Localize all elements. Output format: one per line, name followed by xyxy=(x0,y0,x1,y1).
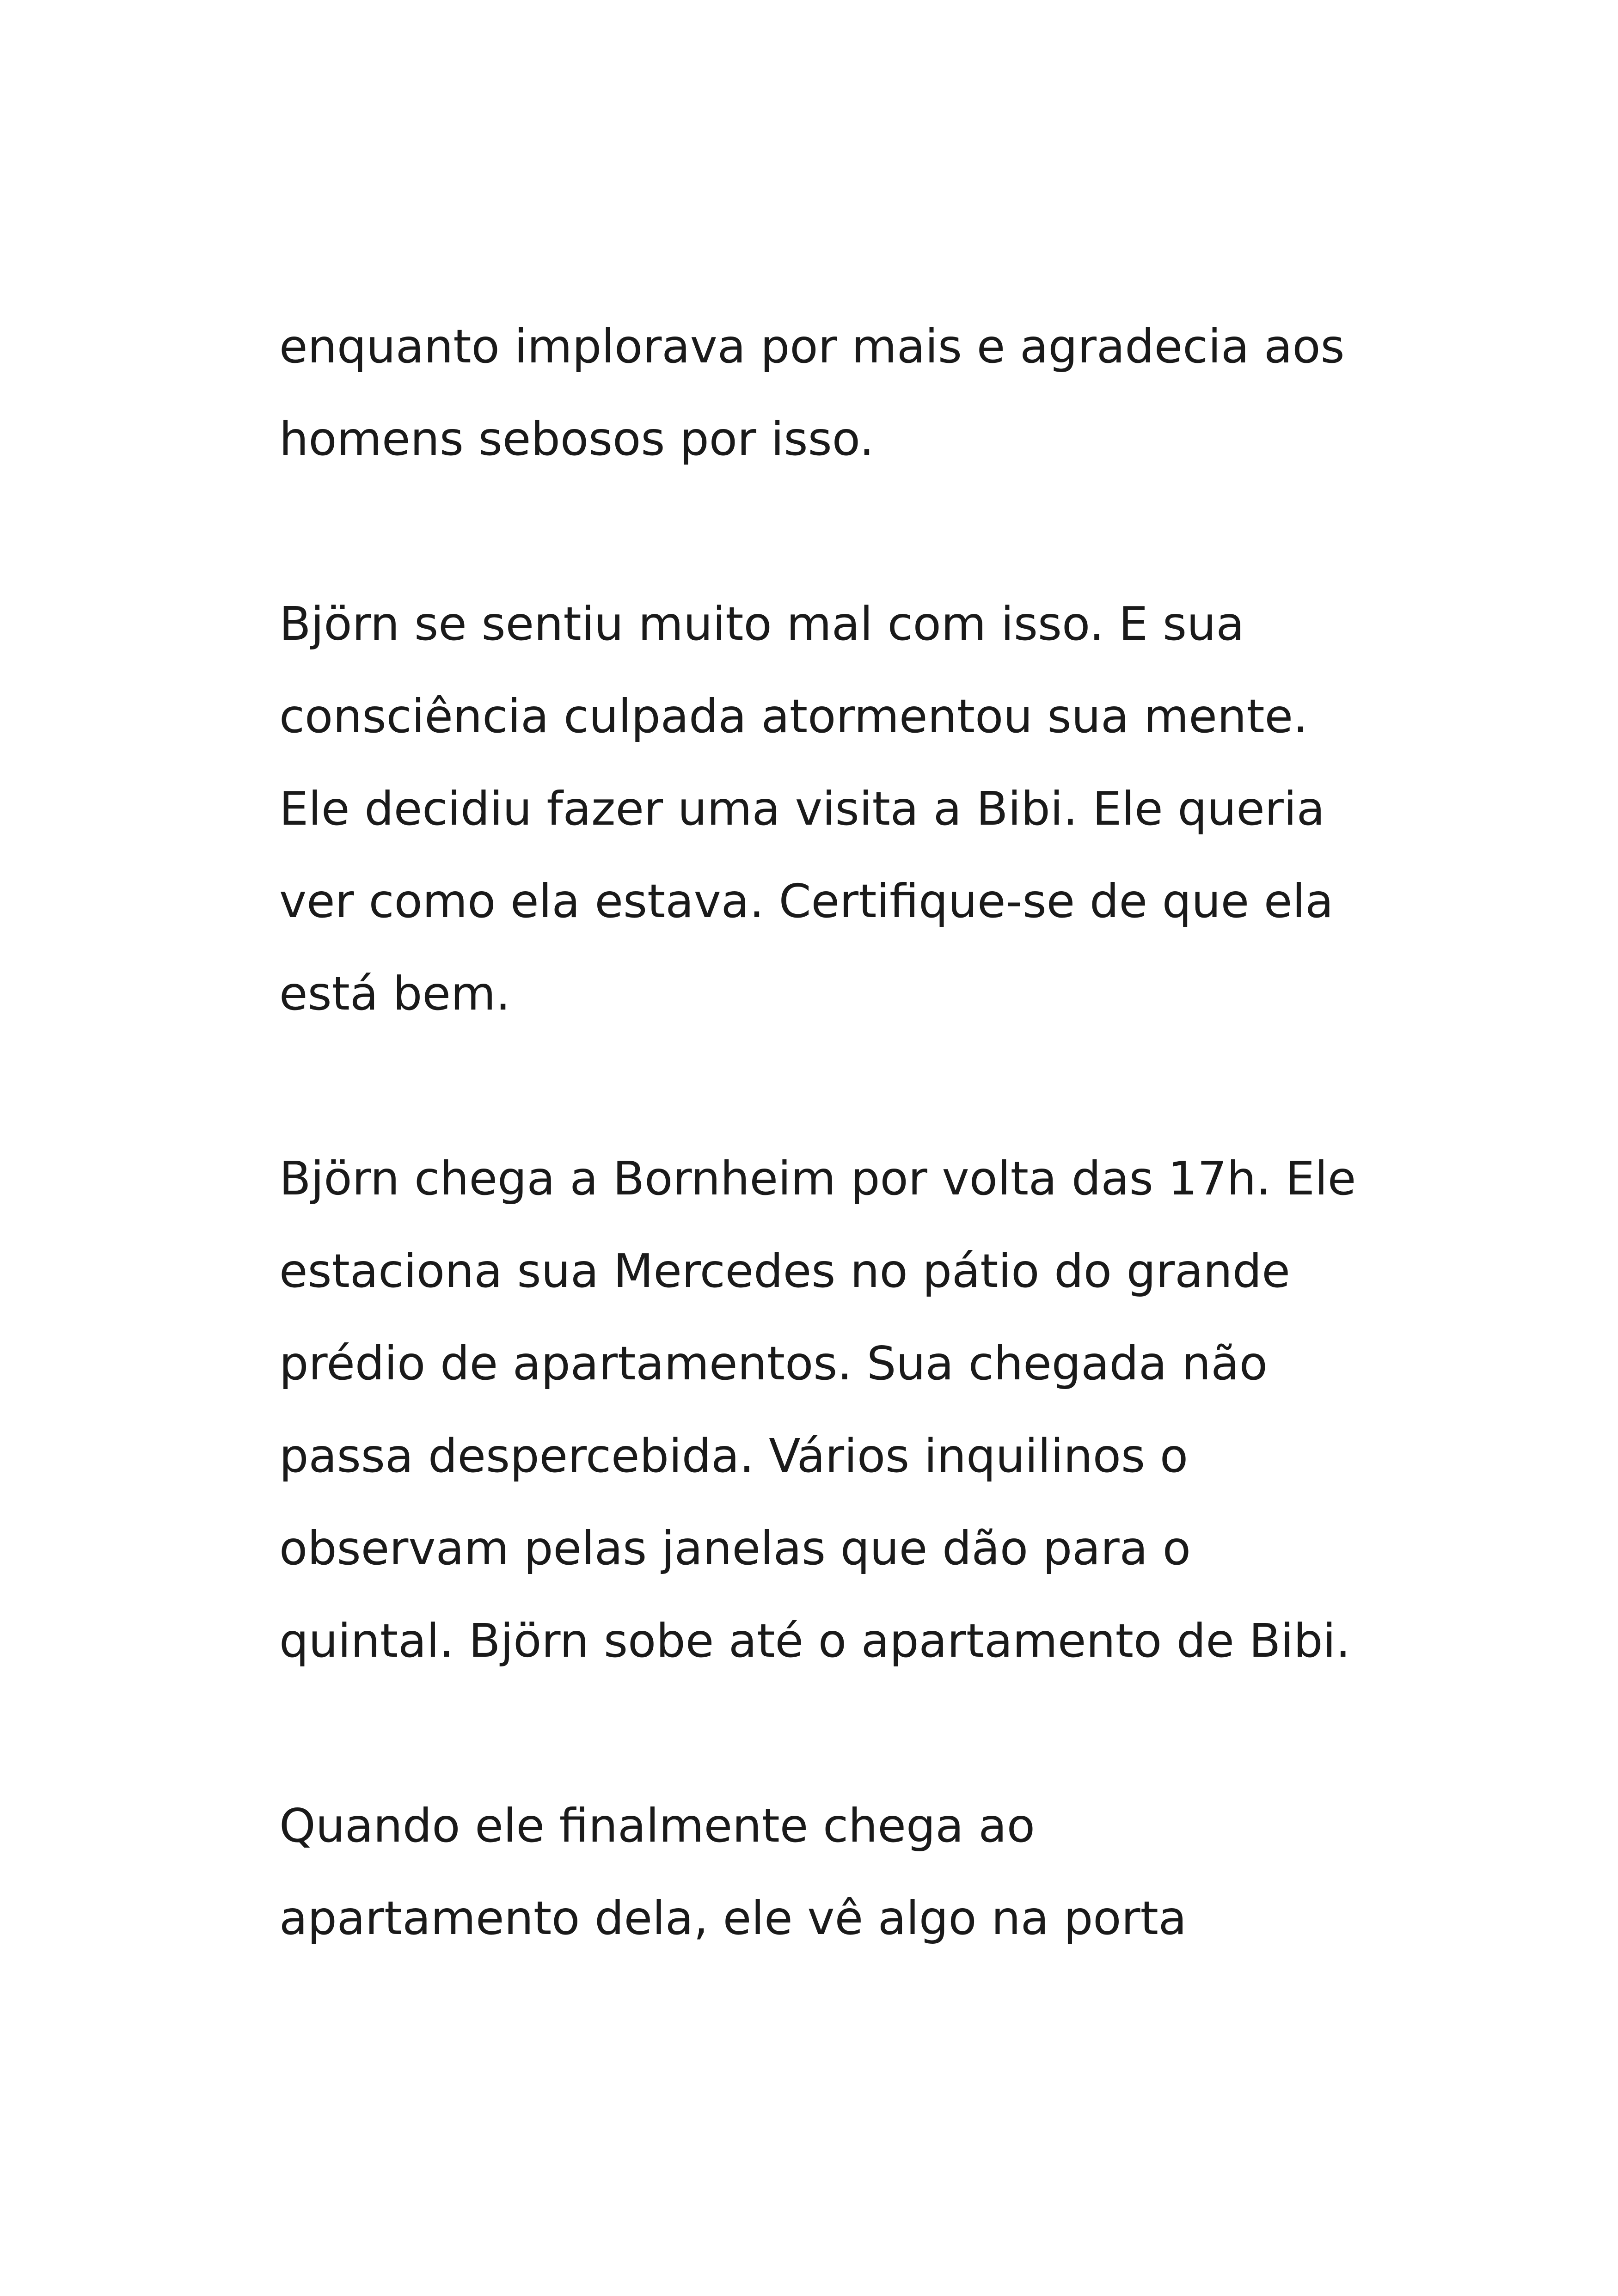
text-line: apartamento dela, ele vê algo na porta xyxy=(279,1891,1187,1945)
text-line: está bem. xyxy=(279,967,511,1021)
paragraph-spacer xyxy=(279,1687,1389,1780)
paragraph xyxy=(279,1780,1389,1965)
text-line: enquanto implorava por mais e agradecia aos xyxy=(279,319,1345,373)
text-line: estaciona sua Mercedes no pátio do grande xyxy=(279,1244,1290,1298)
text-line: quintal. Björn sobe até o apartamento de Bibi. xyxy=(279,1614,1351,1668)
text-line: prédio de apartamentos. Sua chegada não xyxy=(279,1336,1268,1390)
paragraph xyxy=(279,1133,1389,1687)
body-text xyxy=(279,300,1389,1965)
text-line: observam pelas janelas que dão para o xyxy=(279,1521,1191,1575)
text-line: Björn chega a Bornheim por volta das 17h. Ele xyxy=(279,1151,1356,1206)
text-line: Quando ele finalmente chega ao xyxy=(279,1799,1035,1853)
text-line: Ele decidiu fazer uma visita a Bibi. Ele queria xyxy=(279,782,1325,836)
text-line: consciência culpada atormentou sua mente. xyxy=(279,689,1308,743)
text-line: passa despercebida. Vários inquilinos o xyxy=(279,1429,1189,1483)
text-line: ver como ela estava. Certifique-se de que ela xyxy=(279,874,1334,928)
paragraph-spacer xyxy=(279,485,1389,578)
text-line: Björn se sentiu muito mal com isso. E sua xyxy=(279,597,1244,651)
text-line: homens sebosos por isso. xyxy=(279,412,874,466)
paragraph xyxy=(279,300,1389,485)
paragraph xyxy=(279,578,1389,1040)
paragraph-spacer xyxy=(279,1040,1389,1133)
